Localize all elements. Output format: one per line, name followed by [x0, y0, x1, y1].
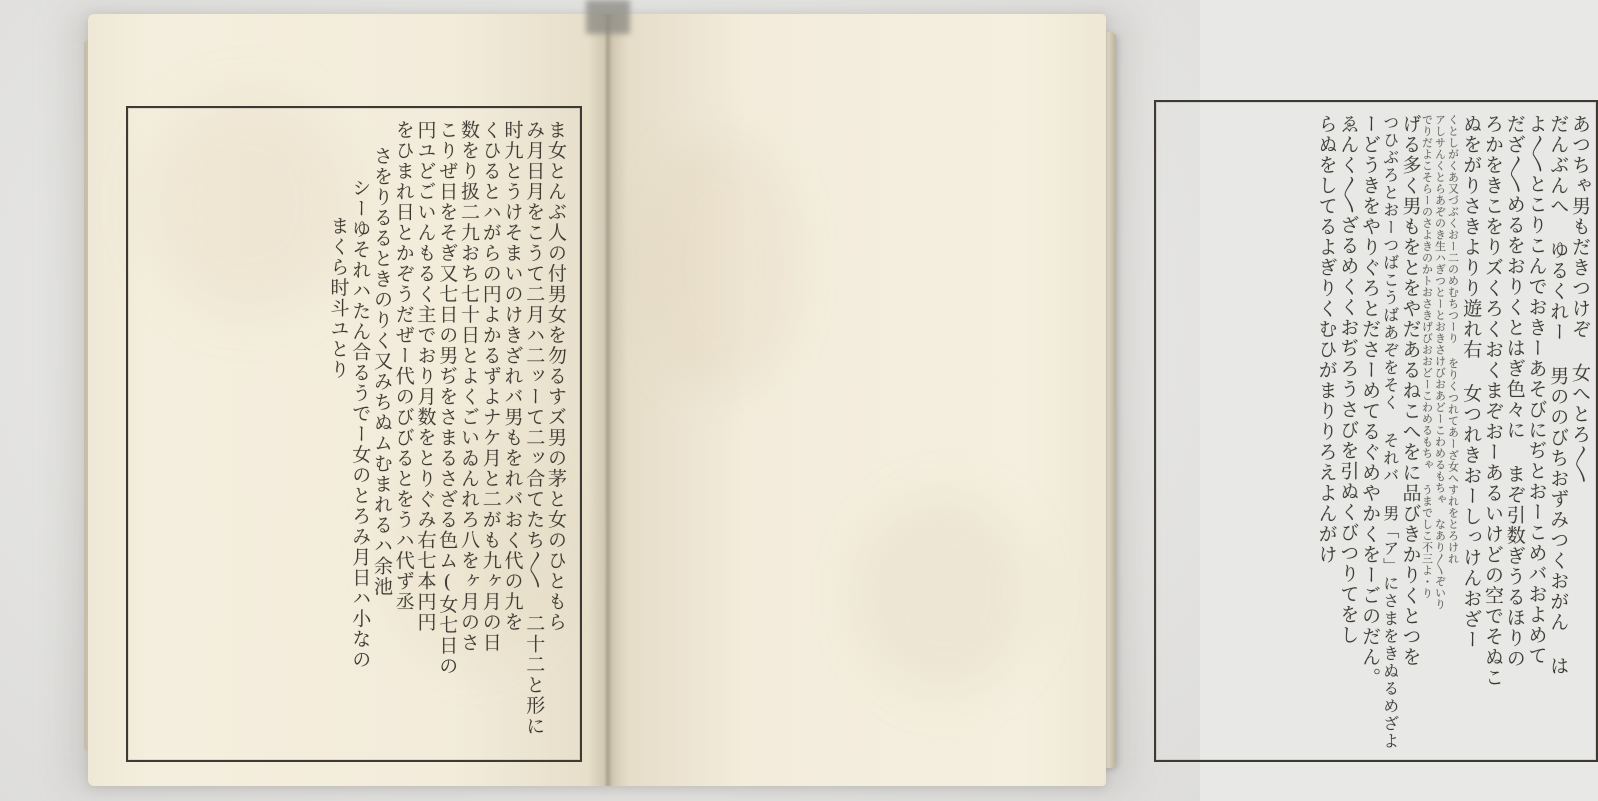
text-column: 数をり扱二九おち七十日とよくごいゐんれろ八をヶ月のさ [458, 120, 480, 653]
text-column: ーどうきをやりぐろとださーめてるぐめやかくをーごのだん。 [1359, 114, 1382, 688]
text-column: 円ユどごいんもるく主でおり月数をとりぐみ右七本円円 [414, 120, 437, 633]
text-column: だんぶんへ ゆるくれー 男ののびちおずみつくおがん は [1547, 114, 1570, 677]
left-page-text-frame [126, 106, 582, 762]
text-column: 时九とうけそまいのけきざれバ男もをれバおく代の九を [501, 120, 524, 633]
paper-stain [646, 134, 796, 394]
text-column: あつちゃ男もだきつけぞ 女へとろ〳〵 [1569, 114, 1591, 485]
left-leaf [88, 14, 606, 786]
left-page-columns [128, 108, 580, 760]
text-column: ろかをきこをりズくろくおくまぞおーあるいけどの空でそぬこ [1482, 114, 1504, 688]
text-column: をひまれ日とかぞうだぜー代のびびるとをうハ代ず丞 [392, 120, 415, 612]
text-column: つひぶろとおーつばこうばあぞをそく それバ 男「ア」にさまをきぬるめざよ [1380, 114, 1400, 750]
text-column-annotation: でりだよこそらーのさよきのかトおさきげびおおどーこわめるもちゃ うまでしこ不三よ・り [1420, 114, 1434, 599]
text-column-annotation: くとしがくあ又づぶくおー二のめむちつーり をりくつれてあーざ女へすれをとろけれ [1446, 114, 1460, 565]
text-column: み月日月をこうて二月ハ二ッーて二ッ合てたち〳〵 二十二と形に [523, 120, 546, 737]
text-column-annotation: アしサんくとらあぞのき生ハぎつとーとおきさけびおあどーこわめるもちゃ なあり〳〵ぞいり [1433, 114, 1447, 610]
text-column: よ〳〵とこりこんでおきーあそびにぢとおーこめバおよめて [1525, 114, 1548, 666]
right-page-columns [1156, 102, 1596, 760]
text-column: ゑんく〳〵ざるめくくおぢろうさびを引ぬくびつりてをし [1337, 114, 1360, 646]
text-column: げる多く男もをとをやだあるねこへをに品びきかりくとつを [1399, 114, 1422, 668]
text-column: シーゆそれハたん合るうでー女のとろみ月日ハ小なの [349, 178, 372, 670]
text-column: さをりるるときのりく又みちぬムむまれるハ余池 [371, 146, 393, 597]
text-column: まくら时斗ユとり [327, 216, 350, 380]
text-column: だざ〳〵めるをおりくとはぎ色々に まぞ引数ぎうるほりの [1503, 114, 1526, 669]
text-column: ぬをがりさきよりり遊れ右 女つれきおーしっけんおざー [1460, 114, 1483, 650]
right-leaf [606, 14, 1591, 786]
paper-stain [856, 494, 1036, 694]
right-page-text-frame [1154, 100, 1598, 762]
open-book [88, 14, 1591, 786]
text-column: こりぜ日をそぎ又七日の男ぢをさまるさざる色ム(女七日の [436, 120, 459, 677]
text-column: らぬをしてるよぎりくむひがまりりろえよんがけ [1315, 114, 1338, 565]
binding-top-shadow [586, 0, 630, 34]
text-column: ま女とんぶ人の付男女を勿るすズ男の茅と女のひともら [545, 120, 567, 633]
text-column: くひるとハがらの円よかるずよナケ月と二がも九ヶ月の日 [479, 120, 502, 653]
